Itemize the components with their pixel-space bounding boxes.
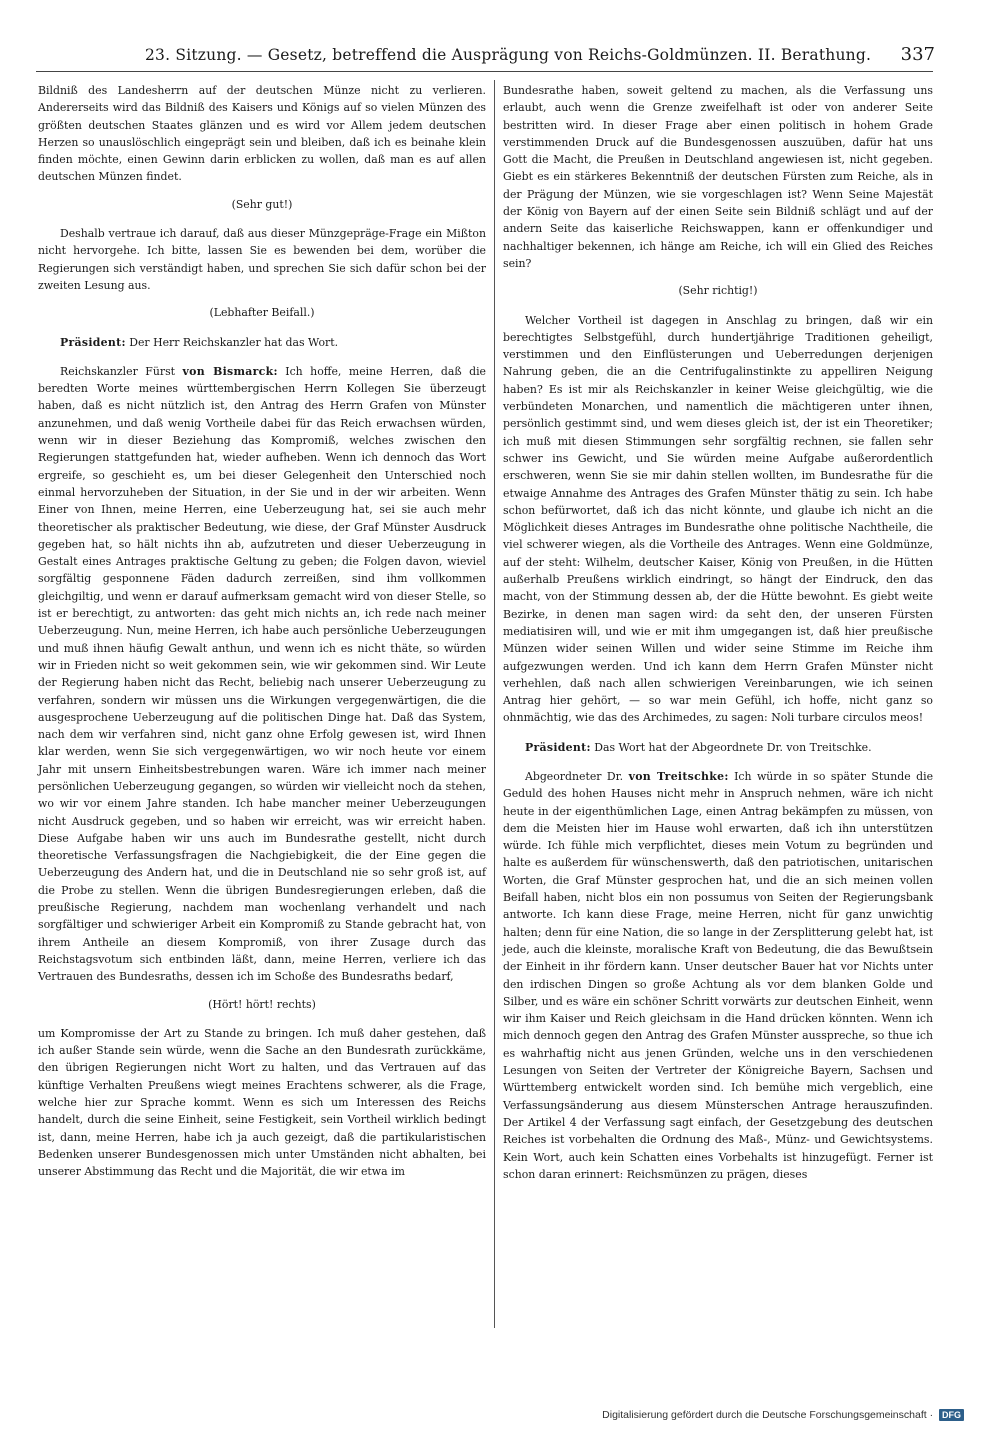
reaction: (Sehr richtig!): [678, 284, 758, 298]
speaker-name: Präsident:: [525, 740, 591, 754]
credit-text: Digitalisierung gefördert durch die Deutsche Forschungsgemeinschaft ·: [602, 1409, 934, 1421]
reaction: (Hört! hört! rechts): [208, 997, 316, 1011]
page-number: 337: [900, 44, 935, 65]
paragraph: Bildniß des Landesherrn auf der deutschen Münze nicht zu verlieren. Andererseits wird das Bildniß des Kaisers und Königs auf so vielen Münzen des größten deutschen Staates glänzen und es wird vor Allem jedem deutschen Herzen so unauslöschlich eingeprägt sein und bleiben, daß ich es beinahe klein finden möchte, einen Gewinn darin erblicken zu wollen, daß man es auf allen deutschen Münzen findet.: [38, 84, 486, 184]
speaker-intro: Abgeordneter Dr.: [525, 769, 629, 783]
speaker-intro: Reichskanzler Fürst: [60, 364, 183, 378]
header-rule: [36, 71, 933, 72]
speech-text: Ich hoffe, meine Herren, daß die beredten Worte meines württembergischen Herrn Kollegen Sie überzeugt haben, daß es nicht nützlich ist, den Antrag des Herrn Grafen von Münster anzunehmen, und daß wenig Vortheile dabei für das Reich erwachsen würden, wenn wir in dieser Beziehung das Kompromiß, welches zwischen den Regierungen stattgefunden hat, wieder aufheben. Wenn ich dennoch das Wort ergreife, so geschieht es, um bei dieser Gelegenheit den Unterschied noch einmal hervorzuheben der Situation, in der Sie und in der wir arbeiten. Wenn Einer von Ihnen, meine Herren, eine Ueberzeugung hat, sei sie auch mehr theoretischer als praktischer Bedeutung, wie diese, der Graf Münster Ausdruck gegeben hat, so hält nichts ihn ab, aufzutreten und dieser Ueberzeugung in Gestalt eines Antrages praktische Geltung zu geben; die Folgen davon, wieviel sorgfältig gesponnene Fäden dadurch zerreißen, sind ihm vollkommen gleichgiltig, und wenn er darauf aufmerksam gemacht wird von dieser Stelle, so ist er berechtigt, zu antworten: das geht mich nichts an, ich rede nach meiner Ueberzeugung. Nun, meine Herren, ich habe auch persönliche Ueberzeugungen und muß ihnen häufig Gewalt anthun, und wenn ich es nicht thäte, so würden wir in Frieden nicht so weit gekommen sein, wie wir gekommen sind. Wir Leute der Regierung haben nicht das Recht, beliebig nach unserer Ueberzeugung zu verfahren, sondern wir müssen uns die Wirkungen vergegenwärtigen, die die ausgesprochene Ueberzeugung auf die politischen Dinge hat. Daß das System, nach dem wir verfahren sind, nicht ganz ohne Erfolg gewesen ist, wird Ihnen klar werden, wenn Sie sich vergegenwärtigen, wo wir noch heute vor einem Jahr mit unsern Einheitsbestrebungen waren. Wäre ich immer nach meiner persönlichen Ueberzeugung gegangen, so würden wir vielleicht noch da stehen, wo wir vor einem Jahre standen. Ich habe mancher meiner Ueberzeugungen nicht Ausdruck gegeben, und so haben wir erreicht, was wir erreicht haben. Diese Aufgabe haben wir uns auch im Bundesrathe gestellt, nicht durch theoretische Verfassungsfragen die Nachgiebigkeit, die der Eine gegen die Ueberzeugung des Andern hat, und die in Deutschland nie so sehr groß ist, auf die Probe zu stellen. Wenn die übrigen Bundesregierungen erleben, daß die preußische Regierung, nachdem man wochenlang verhandelt und nach sorgfältiger und schwieriger Arbeit ein Kompromiß zu Stande gebracht hat, von ihrem Antheile an diesem Kompromiß, von ihrer Zusage durch das Reichstagsvotum sich entbinden läßt, dann, meine Herren, verliere ich das Vertrauen des Bundesraths, dessen ich im Schoße des Bundesraths bedarf,: [38, 364, 486, 984]
speaker-paragraph: [503, 739, 933, 756]
speaker-name: Präsident:: [60, 335, 126, 349]
paragraph: Deshalb vertraue ich darauf, daß aus dieser Münzgepräge-Frage ein Mißton nicht hervorgehe. Ich bitte, lassen Sie es bewenden bei dem, worüber die Regierungen sich verständigt haben, und sprechen Sie sich dafür schon bei der zweiten Lesung aus.: [38, 227, 486, 292]
speaker-name: von Treitschke:: [628, 769, 729, 783]
speech-text: Der Herr Reichskanzler hat das Wort.: [125, 335, 339, 349]
speaker-name: von Bismarck:: [182, 364, 278, 378]
reaction: (Lebhafter Beifall.): [209, 306, 315, 320]
reaction: (Sehr gut!): [231, 197, 293, 211]
speaker-paragraph: [503, 768, 933, 1183]
right-column: [503, 82, 933, 1183]
running-title: 23. Sitzung. — Gesetz, betreffend die Ausprägung von Reichs-Goldmünzen. II. Berathung.: [145, 46, 872, 64]
digitization-credit: [602, 1409, 964, 1421]
paragraph: Bundesrathe haben, soweit geltend zu machen, als die Verfassung uns erlaubt, auch wenn die Grenze zweifelhaft ist oder von anderer Seite bestritten wird. In dieser Frage aber einen politisch in hohem Grade verstimmenden Druck auf die Bundesgenossen auszuüben, dafür hat uns Gott die Macht, die Preußen in Deutschland angewiesen ist, nicht gegeben. Giebt es ein stärkeres Bekenntniß der deutschen Fürsten zum Reiche, als in der Prägung der Münzen, wie sie vorgeschlagen ist? Wenn Seine Majestät der König von Bayern auf der einen Seite sein Bildniß schlägt und auf der andern Seite das kaiserliche Reichswappen, kann er offenkundiger und nachhaltiger bekennen, ich hänge am Reiche, ich will ein Glied des Reiches sein?: [503, 84, 933, 270]
speaker-paragraph: [38, 363, 486, 986]
page-header: [30, 44, 935, 68]
dfg-logo: DFG: [939, 1409, 964, 1421]
left-column: [38, 82, 486, 1181]
speech-text: Das Wort hat der Abgeordnete Dr. von Treitschke.: [590, 740, 872, 754]
paragraph: Welcher Vortheil ist dagegen in Anschlag zu bringen, daß wir ein berechtigtes Selbstgefühl, durch hundertjährige Traditionen geheiligt, verstimmen und den Einflüsterungen und Ueberredungen derjenigen Nahrung geben, die an die Centrifugalinstinkte zu appelliren Neigung haben? Es ist mir als Reichskanzler in keiner Weise gleichgültig, wie die verbündeten Monarchen, und namentlich die mächtigeren unter ihnen, persönlich gestimmt sind, und wem dieses gleich ist, der ist ein Theoretiker; ich muß mit diesen Stimmungen sehr sorgfältig rechnen, sie fallen sehr schwer ins Gewicht, und Sie würden meine Aufgabe außerordentlich erschweren, wenn Sie sie mir dahin stellen wollten, im Bundesrathe für die etwaige Annahme des Antrages des Grafen Münster thätig zu sein. Ich habe schon befürwortet, daß ich das nicht könnte, und glaube ich nicht an die Möglichkeit dieses Antrages im Bundesrathe ohne politische Nachtheile, die viel schwerer wiegen, als die Vortheile des Antrages. Wenn eine Goldmünze, auf der steht: Wilhelm, deutscher Kaiser, König von Preußen, in die Hütten außerhalb Preußens wirklich eindringt, so hängt der Eindruck, den das macht, von der Stimmung dessen ab, der die Hütte bewohnt. Es giebt weite Bezirke, in denen man sagen wird: da seht den, der unseren Fürsten mediatisiren will, und wie er mit ihm umgegangen ist, daß hier preußische Münzen wider seinen Willen und wider seine Stimme im Reiche ihm aufgezwungen werden. Und ich kann dem Herrn Grafen Münster nicht verhehlen, daß nach allen schwierigen Vereinbarungen, wie ich seinen Antrag hier gehört, — so war mein Gefühl, ich hoffe, nicht ganz so ohnmächtig, wie das des Archimedes, zu sagen: Noli turbare circulos meos!: [503, 313, 933, 725]
column-divider: [494, 80, 495, 1328]
speaker-paragraph: [38, 334, 486, 351]
speech-text: Ich würde in so später Stunde die Geduld des hohen Hauses nicht mehr in Anspruch nehmen, wäre ich nicht heute in der eigenthümlichen Lage, einen Antrag bekämpfen zu müssen, von dem die Meisten hier im Hause wohl erwarten, daß ich ihn unterstützen würde. Ich fühle mich verpflichtet, dieses mein Votum zu begründen und halte es außerdem für wünschenswerth, daß den patriotischen, unitarischen Worten, die Graf Münster gesprochen hat, und die an sich meinen vollen Beifall haben, nicht blos ein non possumus von Seiten der Regierungsbank antworte. Ich kann diese Frage, meine Herren, nicht für ganz unwichtig halten; denn für eine Nation, die so lange in der Zersplitterung gelebt hat, ist jede, auch die kleinste, moralische Kraft von Bedeutung, die das Bewußtsein der Einheit in ihr fördern kann. Unser deutscher Bauer hat vor Nichts unter den irdischen Dingen so große Achtung als vor dem blanken Golde und Silber, und es wäre ein schöner Schritt vorwärts zur deutschen Einheit, wenn wir ihm Kaiser und Reich gleichsam in die Hand drücken könnten. Wenn ich mich dennoch gegen den Antrag des Grafen Münster ausspreche, so thue ich es wahrhaftig nicht aus jenen Gründen, welche uns in den verschiedenen Lesungen von Seiten der Vertreter der Königreiche Bayern, Sachsen und Württemberg entwickelt worden sind. Ich bemühe mich vergeblich, eine Verfassungsänderung aus diesem Münsterschen Antrage herauszufinden. Der Artikel 4 der Verfassung sagt einfach, der Gesetzgebung des deutschen Reiches ist vorbehalten die Ordnung des Maß-, Münz- und Gewichtsystems. Kein Wort, auch kein Schatten eines Vorbehalts ist hinzugefügt. Ferner ist schon daran erinnert: Reichsmünzen zu prägen, dieses: [503, 769, 934, 1181]
paragraph: um Kompromisse der Art zu Stande zu bringen. Ich muß daher gestehen, daß ich außer Stande sein würde, wenn die Sache an den Bundesrath zurückkäme, den übrigen Regierungen nicht Wort zu halten, und das Vertrauen auf das künftige Verhalten Preußens wiegt meines Erachtens schwerer, als die Frage, welche hier zur Sprache kommt. Wenn es sich um Interessen des Reichs handelt, durch die seine Einheit, seine Festigkeit, sein Vortheil wirklich bedingt ist, dann, meine Herren, habe ich ja auch gezeigt, daß die partikularistischen Bedenken unserer Bundesgenossen mich unter Umständen nicht abhalten, bei unserer Abstimmung das Recht und die Majorität, die wir etwa im: [38, 1026, 486, 1179]
